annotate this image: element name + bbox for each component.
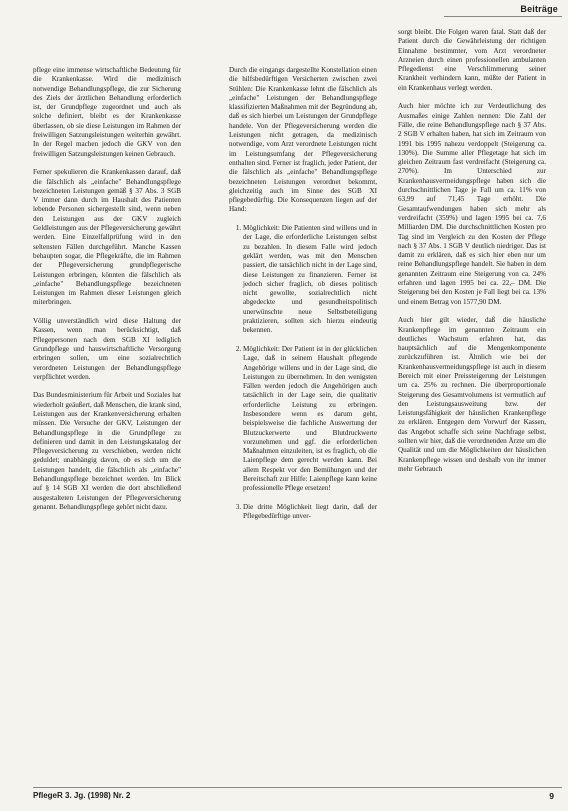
paragraph: sorgt bleibt. Die Folgen waren fatal. Statt daß der Patient durch die Gewährleistung der richtigen Einnahme bestimmter, vom Arzt verordneter Arzneien durch einen professionellen ambulanten Pflegedienst eine Verschlimmerung seiner Krankheit verhindern kann, müßte der Patient in ein Krankenhaus verlegt werden.	[398, 28, 546, 92]
numbered-list	[229, 224, 377, 522]
header-rule	[444, 16, 562, 17]
text-column-3	[398, 28, 546, 484]
paragraph: Durch die eingangs dargestellte Konstellation einen die hilfsbedürftigen Versicherten zwischen zwei Stühlen: Die Krankenkasse lehnt die fälschlich als „einfache" Leistungen der Behandlungspflege klassifizierten Maßnahmen mit der Begründung ab, daß es sich hierbei um Leistungen der Grundpflege handele. Von der Pflegeversicherung werden die Leistungen nicht getragen, da medizinisch notwendige, vom Arzt verordnete Leistungen nicht im Leistungsumfang der Pflegeversicherung enthalten sind. Ferner ist fraglich, jeder Patient, der die fälschlich als „einfache" Behandlungspflege bezeichneten Leistungen verordnet bekommt, gleichzeitig auch im Sinne des SGB XI pflegebedürftig. Die Konsequenzen liegen auf der Hand:	[229, 66, 377, 214]
paragraph: pflege eine immense wirtschaftliche Bedeutung für die Krankenkasse. Wird die medizinisch notwendige Behandlungspflege, die zur Sicherung des Ziels der ärztlichen Behandlung erforderlich ist, der Grundpflege zugeordnet und auch als solche definiert, bleibt es der Krankenkasse überlassen, ob sie diese Leistungen im Rahmen der freiwilligen Satzungsleistungen weiterhin gewährt. In der Regel machen jedoch die GKV von den freiwilligen Satzungsleistungen keinen Gebrauch.	[33, 66, 181, 158]
page-number: 9	[549, 791, 554, 801]
list-item: 1. Möglichkeit: Die Patienten sind willens und in der Lage, die erforderliche Leistungen selbst zu bezahlen. In diesem Falle wird jedoch geklärt werden, was mit den Menschen passiert, die tatsächlich nicht in der Lage sind, diese Leistungen zu finanzieren. Ferner ist jedoch sicher fraglich, ob dieses politisch nicht gewollte, sozialrechtlich nicht abgedeckte und gesundheitspolitisch unerwünschte neue Selbstbeteiligung praktizieren, sollten sich hierzu eindeutig bekennen.	[243, 224, 377, 336]
paragraph: Völlig unverständlich wird diese Haltung der Kassen, wenn man berücksichtigt, daß Pflegepersonen nach dem SGB XI lediglich Grundpflege und hauswirtschaftliche Versorgung erbringen sollen, um eine sozialrechtlich verordneten Leistungen der Behandlungspflege verpflichtet werden.	[33, 317, 181, 381]
list-item: 3. Die dritte Möglichkeit liegt darin, daß der Pflegebedürftige unver-	[243, 503, 377, 522]
text-column-1	[33, 66, 181, 522]
journal-citation: PflegeR 3. Jg. (1998) Nr. 2	[33, 791, 131, 800]
list-item: 2. Möglichkeit: Der Patient ist in der glücklichen Lage, daß in seinem Haushalt pflegende Angehörige willens und in der Lage sind, die Leistungen zu übernehmen. In den wenigsten Fällen werden jedoch die Angehörigen auch tatsächlich in der Lage sein, die qualitativ erforderliche Leistung zu erbringen. Insbesondere wenn es darum geht, beispielsweise die fachliche Auswertung der Blutzuckerwerte und Blutdruckwerte vorzunehmen und ggf. die erforderlichen Maßnahmen einzuleiten, ist es fraglich, ob die Laienpflege dem gerecht werden kann. Bei allem Respekt vor den Bemühungen und der Bereitschaft zur Hilfe: Laienpflege kann keine professionelle Pflege ersetzen!	[243, 345, 377, 494]
paragraph: Das Bundesministerium für Arbeit und Soziales hat wiederholt geäußert, daß Menschen, die krank sind, Leistungen aus der Krankenversicherung erhalten müssen. Die Versuche der GKV, Leistungen der Behandlungspflege in die Grundpflege zu definieren und damit in den Leistungskatalog der Pflegeversicherung zu verschieben, werden nicht geduldet; unabhängig davon, ob es sich um die Leistungen handelt, die fälschlich als „einfache" Behandlungspflege bezeichnet werden. Im Blick auf § 14 SGB XI werden die dort abschließend ausgestalteten Leistungen der Pflegeversicherung genannt. Behandlungspflege gehört nicht dazu.	[33, 391, 181, 511]
paragraph: Auch hier gilt wieder, daß die häusliche Krankenpflege im genannten Zeitraum ein deutliches Wachstum erfahren hat, das hauptsächlich auf die Mengenkomponente zurückzuführen ist. Ähnlich wie bei der Krankenhausvermeidungspflege ist auch in diesem Bereich mit einer Preissteigerung der Leistungen um ca. 25% zu rechnen. Die überproportionale Steigerung des Gesamtvolumens ist vermutlich auf den Leistungsausweitung bzw. der Leistungsfähigkeit der häuslichen Krankenpflege zu erklären. Entgegen dem Vorwurf der Kassen, das Angebot schaffe sich seine Nachfrage selbst, sollten wir hier, daß die verordnenden Ärzte um die Qualität und um die Möglichkeiten der häuslichen Krankenpflege wissen und deshalb von ihr immer mehr Gebrauch	[398, 316, 546, 473]
page-header	[0, 0, 568, 22]
paragraph: Ferner spekulieren die Krankenkassen darauf, daß die fälschlich als „einfache" Behandlungspflege bezeichneten Leistungen gemäß § 37 Abs. 3 SGB V immer dann durch im Haushalt des Patienten lebende Personen sichergestellt sind, wenn neben den Leistungen aus der GKV zugleich Geldleistungen aus der Pflegeversicherung gewährt werden. Eine Einzelfallprüfung wird in den seltensten Fällen durchgeführt. Manche Kassen behaupten sogar, die Pflegekräfte, die im Rahmen der Pflegeversicherung grundpflegerische Leistungen erbringen, könnten die fälschlich als „einfache" Behandlungspflege bezeichneten Leistungen im Rahmen dieser Leistungen gleich miterbringen.	[33, 168, 181, 307]
text-column-2	[229, 66, 377, 531]
section-label: Beiträge	[520, 4, 558, 14]
footer-rule	[33, 787, 562, 788]
paragraph: Auch hier möchte ich zur Verdeutlichung des Ausmaßes einige Zahlen nennen: Die Zahl der Fälle, die reine Behandlungspflege nach § 37 Abs. 2 SGB V erhalten haben, hat sich im Zeitraum von 1991 bis 1995 nahezu verdoppelt (Steigerung ca. 130%). Die Summe aller Pflegetage hat sich im gleichen Zeitraum fast verdreifacht (Steigerung ca. 270%). Im Unterschied zur Krankenhausvermeidungspflege haben sich die durchschnittlichen Tage je Fall um ca. 11% von 63,99 auf 71,45 Tage erhöht. Die Gesamtaufwendungen haben sich mehr als verdreifacht (359%) und lagen 1995 bei ca. 7,6 Milliarden DM. Die durchschnittlichen Kosten pro Tag sind im Vergleich zu den Kosten der Pflege nach § 37 Abs. 1 SGB V deutlich niedriger. Das ist damit zu erklären, daß es sich hier eben nur um reine Behandlungspflege handelt. Sie haben in dem genannten Zeitraum eine Steigerung von ca. 24% erfahren und lagen 1995 bei ca. 22,– DM. Die Steigerung bei den Kosten je Fall liegt bei ca. 13% und einem Betrag von 1577,90 DM.	[398, 102, 546, 306]
